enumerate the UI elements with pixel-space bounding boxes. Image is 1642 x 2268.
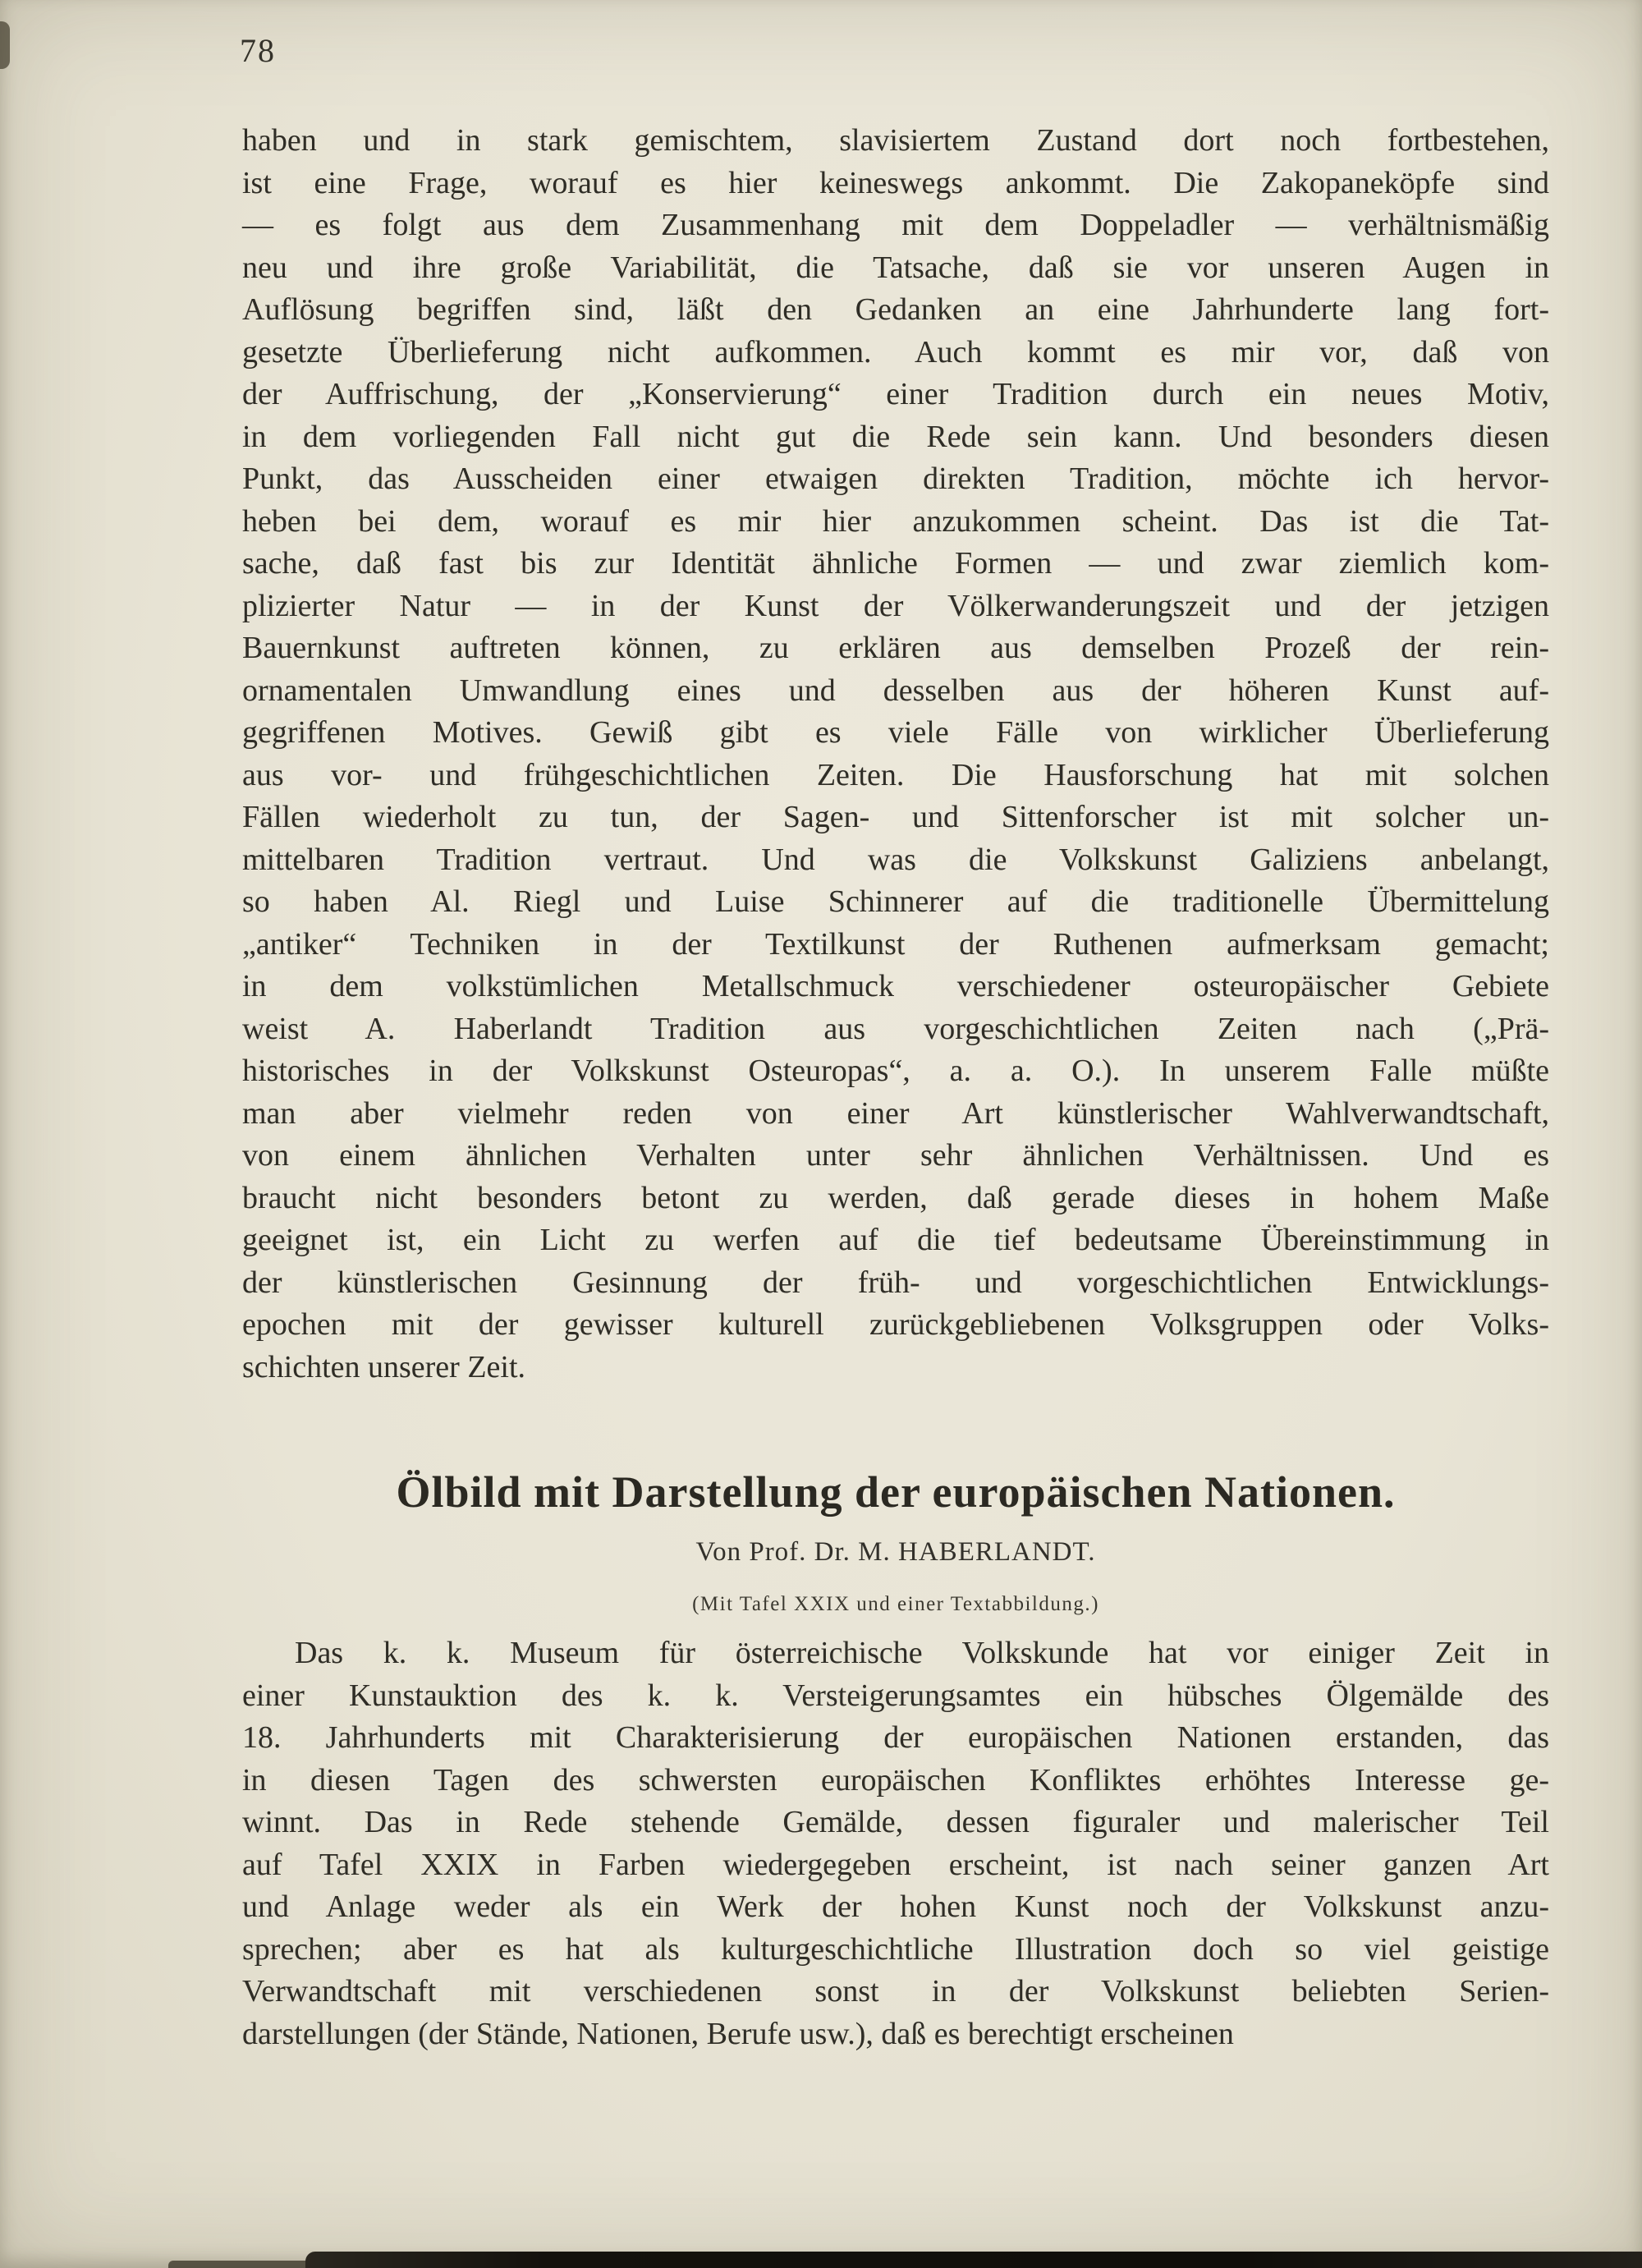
text-line: gegriffenen Motives. Gewiß gibt es viele Fälle von wirklicher Überlieferung [242, 715, 1549, 750]
text-line: geeignet ist, ein Licht zu werfen auf die tief bedeutsame Übereinstimmung in [242, 1223, 1549, 1257]
text-line: und Anlage weder als ein Werk der hohen Kunst noch der Volkskunst anzu- [242, 1889, 1549, 1924]
text-line: Bauernkunst auftreten können, zu erklären aus demselben Prozeß der rein- [242, 631, 1549, 665]
text-line: Auflösung begriffen sind, läßt den Gedanken an eine Jahrhunderte lang fort- [242, 292, 1549, 327]
text-line: Verwandtschaft mit verschiedenen sonst in der Volkskunst beliebten Serien- [242, 1974, 1549, 2009]
text-line: ist eine Frage, worauf es hier keineswegs ankommt. Die Zakopaneköpfe sind [242, 165, 1549, 200]
text-line: der künstlerischen Gesinnung der früh- und vorgeschichtlichen Entwicklungs- [242, 1265, 1549, 1300]
text-line: in dem volkstümlichen Metallschmuck verschiedener osteuropäischer Gebiete [242, 969, 1549, 1003]
text-line: in dem vorliegenden Fall nicht gut die Rede sein kann. Und besonders diesen [242, 419, 1549, 454]
text-line: sprechen; aber es hat als kulturgeschichtliche Illustration doch so viel geistige [242, 1931, 1549, 1967]
text-line: Fällen wiederholt zu tun, der Sagen- und Sittenforscher ist mit solcher un- [242, 800, 1549, 834]
text-line: heben bei dem, worauf es mir hier anzukommen scheint. Das ist die Tat- [242, 503, 1549, 539]
text-line: neu und ihre große Variabilität, die Tatsache, daß sie vor unseren Augen in [242, 250, 1549, 285]
text-line: „antiker“ Techniken in der Textilkunst der Ruthenen aufmerksam gemacht; [242, 926, 1549, 962]
scan-edge-shadow [168, 2261, 316, 2268]
text-line: so haben Al. Riegl und Luise Schinnerer auf die traditionelle Übermittelung [242, 884, 1549, 919]
text-line: plizierter Natur — in der Kunst der Völkerwanderungszeit und der jetzigen [242, 588, 1549, 623]
text-line: — es folgt aus dem Zusammenhang mit dem Doppeladler — verhältnismäßig [242, 208, 1549, 242]
text-line: Das k. k. Museum für österreichische Volkskunde hat vor einiger Zeit in [295, 1636, 1549, 1670]
text-line: sache, daß fast bis zur Identität ähnliche Formen — und zwar ziemlich kom- [242, 546, 1549, 581]
text-line: epochen mit der gewisser kulturell zurückgebliebenen Volksgruppen oder Volks- [242, 1307, 1549, 1342]
text-line: aus vor- und frühgeschichtlichen Zeiten. Die Hausforschung hat mit solchen [242, 757, 1549, 792]
page-number: 78 [240, 32, 276, 69]
text-line: braucht nicht besonders betont zu werden, daß gerade dieses in hohem Maße [242, 1180, 1549, 1215]
scan-edge-mark [0, 21, 10, 69]
article-title: Ölbild mit Darstellung der europäischen Nationen. [396, 1467, 1396, 1517]
text-line: 18. Jahrhunderts mit Charakterisierung der europäischen Nationen erstanden, das [242, 1720, 1549, 1755]
text-line: winnt. Das in Rede stehende Gemälde, dessen figuraler und malerischer Teil [242, 1805, 1549, 1839]
text-line: ornamentalen Umwandlung eines und desselben aus der höheren Kunst auf- [242, 673, 1549, 708]
paragraph-continuation [242, 120, 1549, 1389]
text-line: einer Kunstauktion des k. k. Versteigerungsamtes ein hübsches Ölgemälde des [242, 1678, 1549, 1713]
text-line: gesetzte Überlieferung nicht aufkommen. Auch kommt es mir vor, daß von [242, 334, 1549, 370]
text-line: weist A. Haberlandt Tradition aus vorgeschichtlichen Zeiten nach („Prä- [242, 1011, 1549, 1046]
text-line: haben und in stark gemischtem, slavisiertem Zustand dort noch fortbestehen, [242, 123, 1549, 158]
text-line: man aber vielmehr reden von einer Art künstlerischer Wahlverwandtschaft, [242, 1095, 1549, 1131]
text-line: darstellungen (der Stände, Nationen, Berufe usw.), daß es berechtigt erscheinen [242, 2016, 1234, 2051]
text-line: mittelbaren Tradition vertraut. Und was die Volkskunst Galiziens anbelangt, [242, 842, 1549, 877]
text-line: von einem ähnlichen Verhalten unter sehr ähnlichen Verhältnissen. Und es [242, 1138, 1549, 1173]
text-line: der Auffrischung, der „Konservierung“ einer Tradition durch ein neues Motiv, [242, 377, 1549, 411]
text-line: auf Tafel XXIX in Farben wiedergegeben erscheint, ist nach seiner ganzen Art [242, 1847, 1549, 1882]
article-first-paragraph [242, 1632, 1549, 2055]
article-plate-note: (Mit Tafel XXIX und einer Textabbildung.) [692, 1593, 1099, 1615]
scan-edge-bottom [305, 2252, 1642, 2268]
text-line: historisches in der Volkskunst Osteuropas“, a. a. O.). In unserem Falle müßte [242, 1054, 1549, 1088]
text-line: schichten unserer Zeit. [242, 1349, 526, 1384]
text-line: in diesen Tagen des schwersten europäischen Konfliktes erhöhtes Interesse ge- [242, 1762, 1549, 1797]
article-byline: Von Prof. Dr. M. HABERLANDT. [695, 1537, 1096, 1567]
text-line: Punkt, das Ausscheiden einer etwaigen direkten Tradition, möchte ich hervor- [242, 461, 1549, 496]
